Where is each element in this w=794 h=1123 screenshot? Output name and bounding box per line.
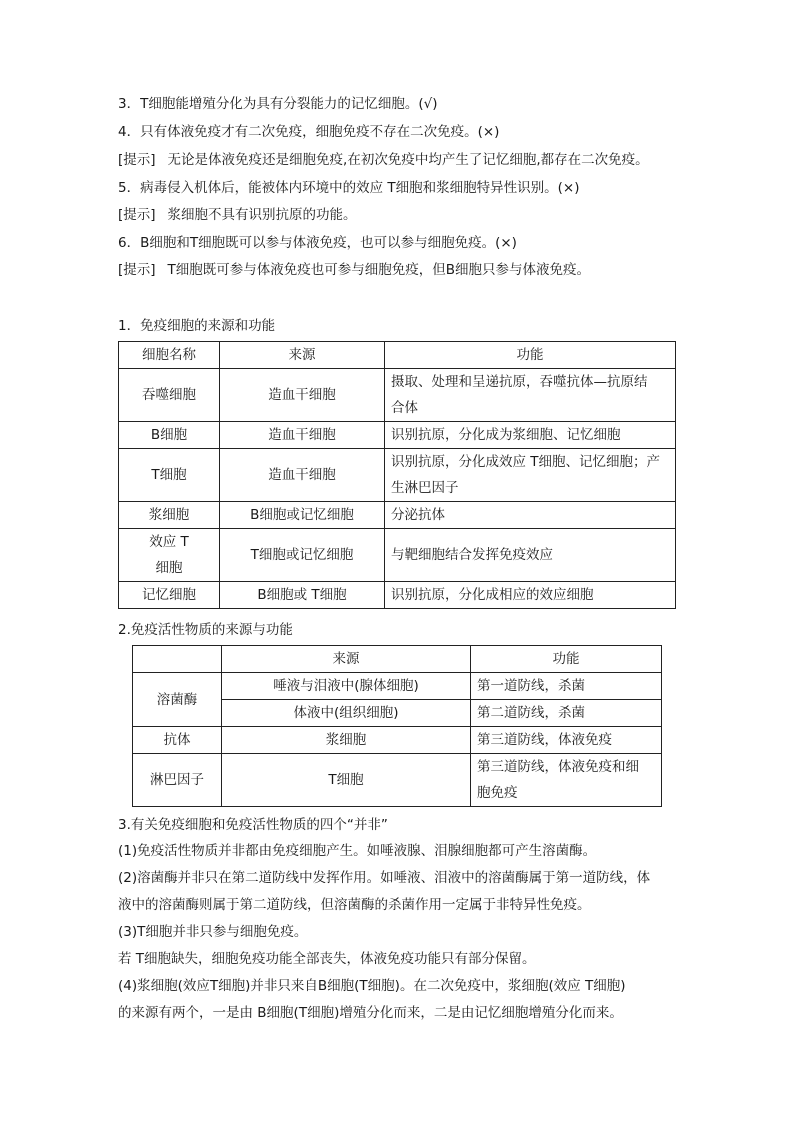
cell-name: 抗体 xyxy=(133,727,222,754)
statement-6: 6．B细胞和T细胞既可以参与体液免疫，也可以参与细胞免疫。(×) xyxy=(118,235,517,251)
cell-name: 吞噬细胞 xyxy=(119,369,220,422)
hint-5 xyxy=(118,207,357,223)
table-row xyxy=(133,727,662,754)
hint-4 xyxy=(118,152,649,168)
header-cell: 来源 xyxy=(222,646,471,673)
hint-tag: [提示] xyxy=(118,207,156,223)
cell-function: 识别抗原，分化成相应的效应细胞 xyxy=(385,582,676,609)
header-cell xyxy=(133,646,222,673)
cell-source: 体液中(组织细胞) xyxy=(222,700,471,727)
table-row xyxy=(119,529,676,582)
cell-source: 造血干细胞 xyxy=(220,369,385,422)
table-row xyxy=(119,449,676,502)
cell-function: 识别抗原，分化成效应 T细胞、记忆细胞；产 生淋巴因子 xyxy=(385,449,676,502)
table-header-row xyxy=(133,646,662,673)
hint-tag: [提示] xyxy=(118,262,156,278)
cell-source: 唾液与泪液中(腺体细胞) xyxy=(222,673,471,700)
hint-text: 无论是体液免疫还是细胞免疫,在初次免疫中均产生了记忆细胞,都存在二次免疫。 xyxy=(167,152,649,168)
cell-function: 第三道防线，体液免疫 xyxy=(471,727,662,754)
cell-function: 分泌抗体 xyxy=(385,502,676,529)
cell-function: 摄取、处理和呈递抗原，吞噬抗体—抗原结 合体 xyxy=(385,369,676,422)
cell-function: 第二道防线，杀菌 xyxy=(471,700,662,727)
table-row xyxy=(133,754,662,807)
note-line: (3)T细胞并非只参与细胞免疫。 xyxy=(118,924,308,940)
note-line: 液中的溶菌酶则属于第二道防线，但溶菌酶的杀菌作用一定属于非特异性免疫。 xyxy=(118,897,591,913)
cell-source: B细胞或 T细胞 xyxy=(220,582,385,609)
cell-source: 造血干细胞 xyxy=(220,449,385,502)
hint-text: T细胞既可参与体液免疫也可参与细胞免疫，但B细胞只参与体液免疫。 xyxy=(167,262,591,278)
cell-name: 浆细胞 xyxy=(119,502,220,529)
section3-title: 3.有关免疫细胞和免疫活性物质的四个“并非” xyxy=(118,817,388,833)
table-row xyxy=(133,673,662,700)
hint-text: 浆细胞不具有识别抗原的功能。 xyxy=(167,207,357,223)
header-cell: 功能 xyxy=(471,646,662,673)
statement-5: 5．病毒侵入机体后，能被体内环境中的效应 T细胞和浆细胞特异性识别。(×) xyxy=(118,180,580,196)
note-line: (2)溶菌酶并非只在第二道防线中发挥作用。如唾液、泪液中的溶菌酶属于第一道防线，体 xyxy=(118,870,651,886)
cell-source: T细胞或记忆细胞 xyxy=(220,529,385,582)
statement-3: 3．T细胞能增殖分化为具有分裂能力的记忆细胞。(√) xyxy=(118,96,438,112)
table-row xyxy=(119,582,676,609)
note-line: (4)浆细胞(效应T细胞)并非只来自B细胞(T细胞)。在二次免疫中，浆细胞(效应 T细胞) xyxy=(118,978,626,994)
cell-name: 溶菌酶 xyxy=(133,673,222,727)
cell-function: 第三道防线，体液免疫和细 胞免疫 xyxy=(471,754,662,807)
header-cell: 功能 xyxy=(385,342,676,369)
cell-name: B细胞 xyxy=(119,422,220,449)
cell-name: 淋巴因子 xyxy=(133,754,222,807)
cell-function: 识别抗原，分化成为浆细胞、记忆细胞 xyxy=(385,422,676,449)
section1-title: 1．免疫细胞的来源和功能 xyxy=(118,318,276,334)
table-header-row xyxy=(119,342,676,369)
table-row xyxy=(119,369,676,422)
table-row xyxy=(119,502,676,529)
note-line: 若 T细胞缺失，细胞免疫功能全部丧失，体液免疫功能只有部分保留。 xyxy=(118,951,536,967)
table-row xyxy=(119,422,676,449)
cell-function: 与靶细胞结合发挥免疫效应 xyxy=(385,529,676,582)
cell-function: 第一道防线，杀菌 xyxy=(471,673,662,700)
immune-cells-table xyxy=(118,341,676,609)
cell-name: T细胞 xyxy=(119,449,220,502)
cell-source: B细胞或记忆细胞 xyxy=(220,502,385,529)
header-cell: 来源 xyxy=(220,342,385,369)
statement-4: 4．只有体液免疫才有二次免疫，细胞免疫不存在二次免疫。(×) xyxy=(118,124,500,140)
immune-substances-table xyxy=(132,645,662,807)
hint-6 xyxy=(118,262,590,278)
note-line: 的来源有两个，一是由 B细胞(T细胞)增殖分化而来，二是由记忆细胞增殖分化而来。 xyxy=(118,1005,623,1021)
note-line: (1)免疫活性物质并非都由免疫细胞产生。如唾液腺、泪腺细胞都可产生溶菌酶。 xyxy=(118,843,597,859)
hint-tag: [提示] xyxy=(118,152,156,168)
cell-name: 效应 T 细胞 xyxy=(119,529,220,582)
section2-title: 2.免疫活性物质的来源与功能 xyxy=(118,622,293,638)
cell-source: T细胞 xyxy=(222,754,471,807)
cell-name: 记忆细胞 xyxy=(119,582,220,609)
header-cell: 细胞名称 xyxy=(119,342,220,369)
cell-source: 浆细胞 xyxy=(222,727,471,754)
cell-source: 造血干细胞 xyxy=(220,422,385,449)
